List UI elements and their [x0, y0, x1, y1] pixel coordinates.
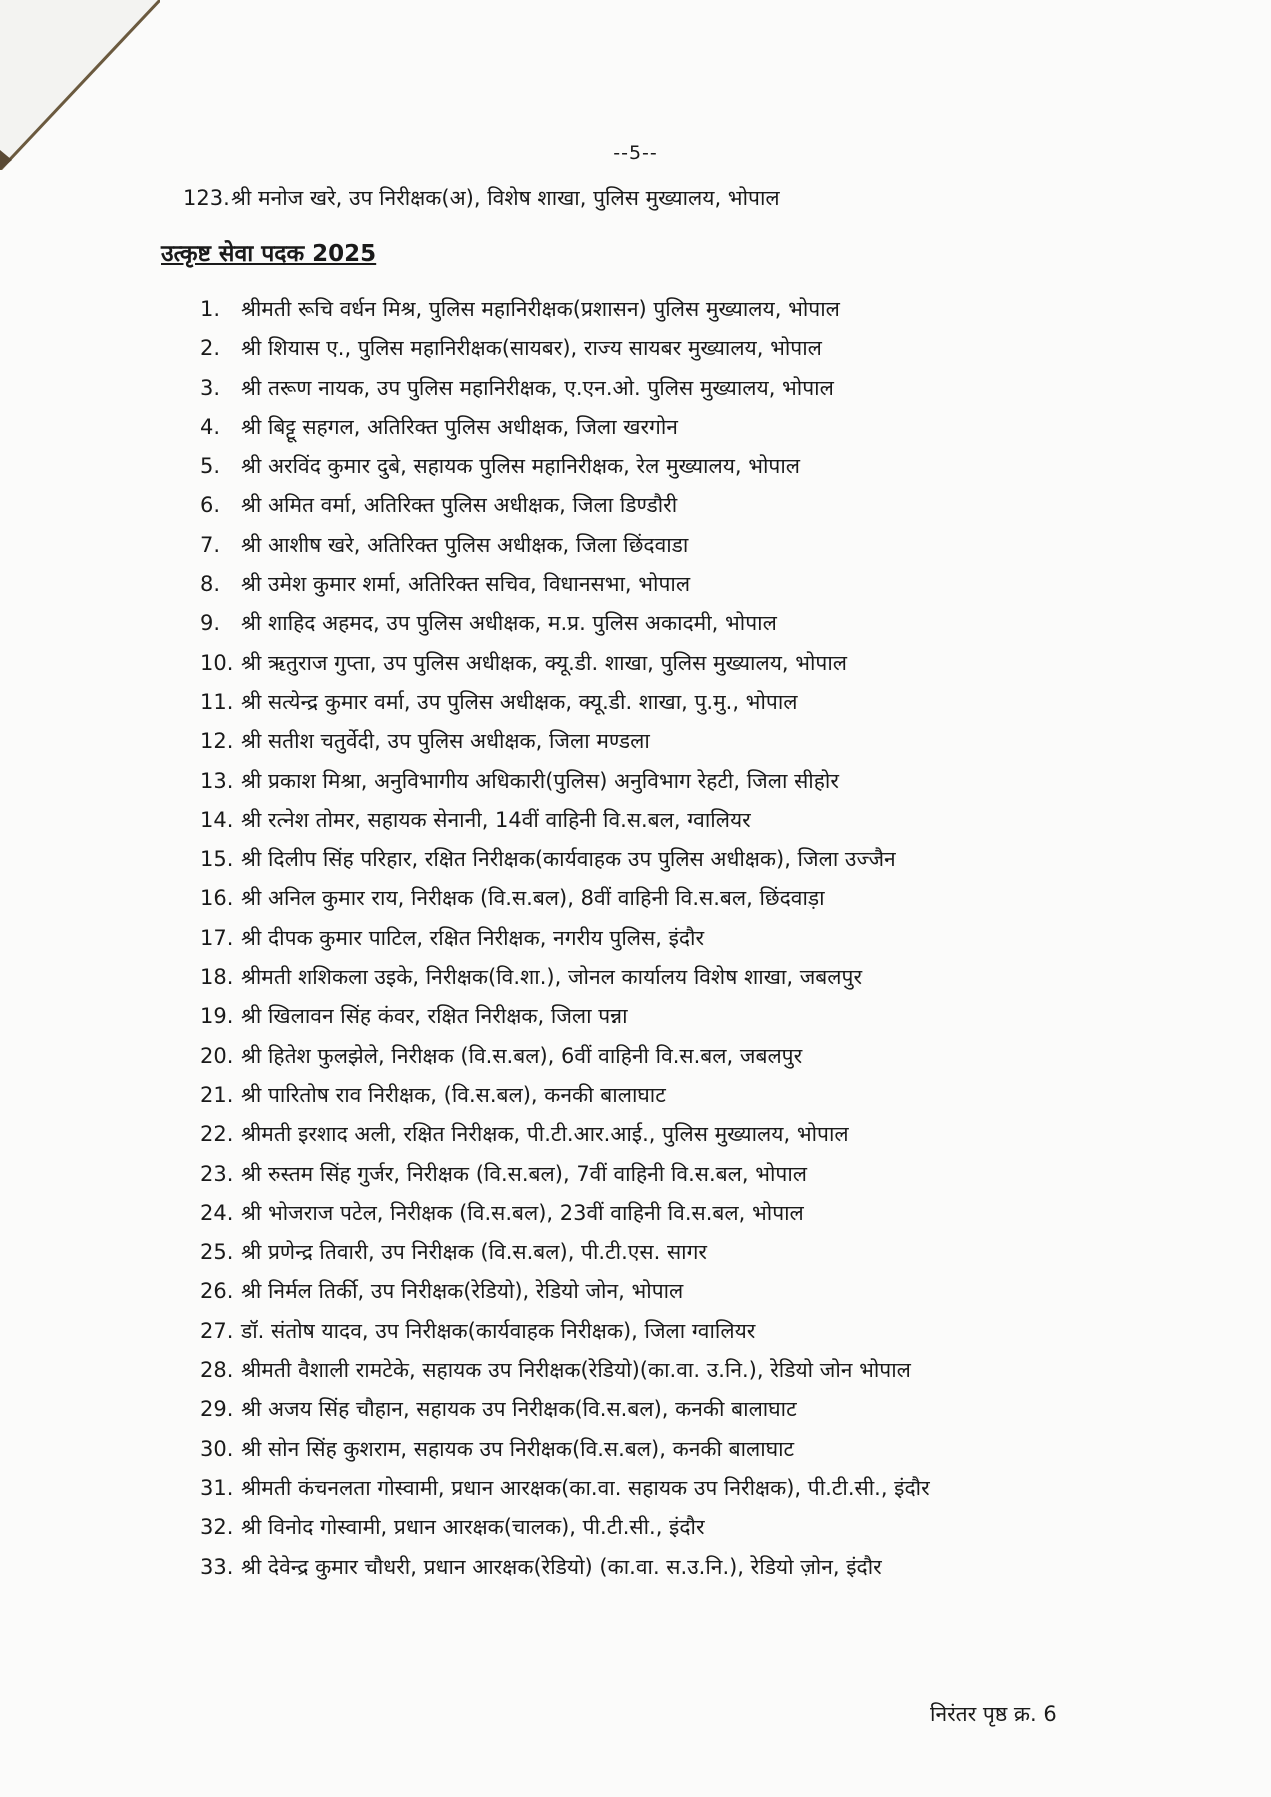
list-item — [200, 369, 1240, 408]
entry-number: 23. — [200, 1161, 234, 1186]
entry-number: 8. — [200, 572, 221, 597]
entry-number: 28. — [200, 1358, 234, 1383]
entry-text: श्री अरविंद कुमार दुबे, सहायक पुलिस महानिरीक्षक, रेल मुख्यालय, भोपाल — [241, 454, 801, 479]
list-item — [200, 1076, 1240, 1115]
entry-text: श्री सोन सिंह कुशराम, सहायक उप निरीक्षक(वि.स.बल), कनकी बालाघाट — [241, 1436, 795, 1461]
entry-text: श्री दिलीप सिंह परिहार, रक्षित निरीक्षक(कार्यवाहक उप पुलिस अधीक्षक), जिला उज्जैन — [241, 847, 896, 872]
list-item — [200, 1272, 1240, 1311]
entry-number: 27. — [200, 1318, 234, 1343]
list-item — [200, 1508, 1240, 1547]
entry-number: 6. — [200, 493, 221, 518]
list-item — [200, 958, 1240, 997]
list-item — [200, 1469, 1240, 1508]
list-item — [200, 683, 1240, 722]
entry-number: 10. — [200, 650, 234, 675]
list-item — [200, 1155, 1240, 1194]
entry-number: 12. — [200, 729, 234, 754]
entry-text: श्रीमती इरशाद अली, रक्षित निरीक्षक, पी.टी.आर.आई., पुलिस मुख्यालय, भोपाल — [241, 1122, 849, 1147]
list-item — [200, 1115, 1240, 1154]
list-item — [200, 919, 1240, 958]
entry-number: 29. — [200, 1397, 234, 1422]
entry-text: श्री प्रकाश मिश्रा, अनुविभागीय अधिकारी(पुलिस) अनुविभाग रेहटी, जिला सीहोर — [241, 768, 839, 793]
list-item — [200, 447, 1240, 486]
award-list — [200, 290, 1240, 1587]
entry-text: श्री हितेश फुलझेले, निरीक्षक (वि.स.बल), 6वीं वाहिनी वि.स.बल, जबलपुर — [241, 1043, 803, 1068]
entry-text: श्री प्रणेन्द्र तिवारी, उप निरीक्षक (वि.स.बल), पी.टी.एस. सागर — [241, 1240, 707, 1265]
list-item — [200, 329, 1240, 368]
entry-number: 5. — [200, 454, 221, 479]
list-item — [200, 1351, 1240, 1390]
list-item — [200, 1233, 1240, 1272]
entry-text: डॉ. संतोष यादव, उप निरीक्षक(कार्यवाहक निरीक्षक), जिला ग्वालियर — [241, 1318, 756, 1343]
entry-number: 9. — [200, 611, 221, 636]
list-item — [200, 722, 1240, 761]
entry-number: 25. — [200, 1240, 234, 1265]
entry-text: श्री बिट्टू सहगल, अतिरिक्त पुलिस अधीक्षक, जिला खरगोन — [241, 414, 678, 439]
list-item — [200, 526, 1240, 565]
entry-text: श्री रत्नेश तोमर, सहायक सेनानी, 14वीं वाहिनी वि.स.बल, ग्वालियर — [241, 807, 751, 832]
entry-text: श्री खिलावन सिंह कंवर, रक्षित निरीक्षक, जिला पन्ना — [241, 1004, 628, 1029]
list-item — [200, 801, 1240, 840]
entry-number: 31. — [200, 1475, 234, 1500]
list-item — [200, 879, 1240, 918]
list-item — [200, 565, 1240, 604]
entry-number: 20. — [200, 1043, 234, 1068]
continued-note: निरंतर पृष्ठ क्र. 6 — [930, 1702, 1057, 1726]
entry-text: श्री शाहिद अहमद, उप पुलिस अधीक्षक, म.प्र. पुलिस अकादमी, भोपाल — [241, 611, 777, 636]
entry-text: श्री सतीश चतुर्वेदी, उप पुलिस अधीक्षक, जिला मण्डला — [241, 729, 650, 754]
entry-number: 32. — [200, 1515, 234, 1540]
entry-text: श्री अमित वर्मा, अतिरिक्त पुलिस अधीक्षक, जिला डिण्डौरी — [241, 493, 678, 518]
entry-text: श्री रुस्तम सिंह गुर्जर, निरीक्षक (वि.स.बल), 7वीं वाहिनी वि.स.बल, भोपाल — [241, 1161, 807, 1186]
section-heading: उत्कृष्ट सेवा पदक 2025 — [161, 241, 377, 267]
entry-text: श्रीमती कंचनलता गोस्वामी, प्रधान आरक्षक(का.वा. सहायक उप निरीक्षक), पी.टी.सी., इंदौर — [241, 1475, 930, 1500]
entry-text: श्री पारितोष राव निरीक्षक, (वि.स.बल), कनकी बालाघाट — [241, 1082, 666, 1107]
entry-text: श्री तरूण नायक, उप पुलिस महानिरीक्षक, ए.एन.ओ. पुलिस मुख्यालय, भोपाल — [241, 375, 834, 400]
entry-number: 13. — [200, 768, 234, 793]
list-item — [200, 1194, 1240, 1233]
entry-text: श्री अनिल कुमार राय, निरीक्षक (वि.स.बल), 8वीं वाहिनी वि.स.बल, छिंदवाड़ा — [241, 886, 825, 911]
entry-text: श्री देवेन्द्र कुमार चौधरी, प्रधान आरक्षक(रेडियो) (का.वा. स.उ.नि.), रेडियो ज़ोन, इंदौर — [241, 1554, 882, 1579]
entry-number: 11. — [200, 689, 234, 714]
list-item — [200, 762, 1240, 801]
list-item — [200, 408, 1240, 447]
entry-text: श्रीमती शशिकला उइके, निरीक्षक(वि.शा.), जोनल कार्यालय विशेष शाखा, जबलपुर — [241, 965, 863, 990]
entry-number: 2. — [200, 336, 221, 361]
entry-number: 26. — [200, 1279, 234, 1304]
entry-text: श्री आशीष खरे, अतिरिक्त पुलिस अधीक्षक, जिला छिंदवाडा — [241, 532, 689, 557]
entry-number: 30. — [200, 1436, 234, 1461]
list-item — [200, 997, 1240, 1036]
entry-text: श्री मनोज खरे, उप निरीक्षक(अ), विशेष शाखा, पुलिस मुख्यालय, भोपाल — [231, 186, 780, 210]
entry-text: श्री अजय सिंह चौहान, सहायक उप निरीक्षक(वि.स.बल), कनकी बालाघाट — [241, 1397, 797, 1422]
list-item — [200, 604, 1240, 643]
list-item — [200, 1037, 1240, 1076]
entry-text: श्री दीपक कुमार पाटिल, रक्षित निरीक्षक, नगरीय पुलिस, इंदौर — [241, 925, 705, 950]
entry-text: श्री ऋतुराज गुप्ता, उप पुलिस अधीक्षक, क्यू.डी. शाखा, पुलिस मुख्यालय, भोपाल — [241, 650, 848, 675]
entry-text: श्रीमती रूचि वर्धन मिश्र, पुलिस महानिरीक्षक(प्रशासन) पुलिस मुख्यालय, भोपाल — [241, 297, 840, 321]
entry-number: 4. — [200, 414, 221, 439]
entry-text: श्री निर्मल तिर्की, उप निरीक्षक(रेडियो), रेडियो जोन, भोपाल — [241, 1279, 684, 1304]
list-item — [200, 1430, 1240, 1469]
list-item — [200, 1548, 1240, 1587]
entry-number: 19. — [200, 1004, 234, 1029]
entry-number: 15. — [200, 847, 234, 872]
entry-text: श्री भोजराज पटेल, निरीक्षक (वि.स.बल), 23वीं वाहिनी वि.स.बल, भोपाल — [241, 1200, 804, 1225]
entry-number: 22. — [200, 1122, 234, 1147]
list-item — [200, 486, 1240, 525]
entry-number: 21. — [200, 1082, 234, 1107]
entry-text: श्री शियास ए., पुलिस महानिरीक्षक(सायबर), राज्य सायबर मुख्यालय, भोपाल — [241, 336, 822, 361]
entry-text: श्री विनोद गोस्वामी, प्रधान आरक्षक(चालक), पी.टी.सी., इंदौर — [241, 1515, 705, 1540]
list-item — [200, 1390, 1240, 1429]
entry-number: 123. — [183, 186, 230, 210]
entry-text: श्रीमती वैशाली रामटेके, सहायक उप निरीक्षक(रेडियो)(का.वा. उ.नि.), रेडियो जोन भोपाल — [241, 1358, 911, 1383]
entry-text: श्री उमेश कुमार शर्मा, अतिरिक्त सचिव, विधानसभा, भोपाल — [241, 572, 691, 597]
entry-number: 1. — [200, 297, 221, 321]
entry-number: 33. — [200, 1554, 234, 1579]
entry-number: 18. — [200, 965, 234, 990]
entry-number: 14. — [200, 807, 234, 832]
entry-number: 16. — [200, 886, 234, 911]
entry-123 — [183, 184, 780, 212]
list-item — [200, 644, 1240, 683]
entry-number: 24. — [200, 1200, 234, 1225]
list-item — [200, 840, 1240, 879]
list-item — [200, 290, 1240, 329]
entry-number: 3. — [200, 375, 221, 400]
entry-number: 7. — [200, 532, 221, 557]
page-number: --5-- — [613, 142, 658, 164]
entry-number: 17. — [200, 925, 234, 950]
entry-text: श्री सत्येन्द्र कुमार वर्मा, उप पुलिस अधीक्षक, क्यू.डी. शाखा, पु.मु., भोपाल — [241, 689, 798, 714]
list-item — [200, 1312, 1240, 1351]
